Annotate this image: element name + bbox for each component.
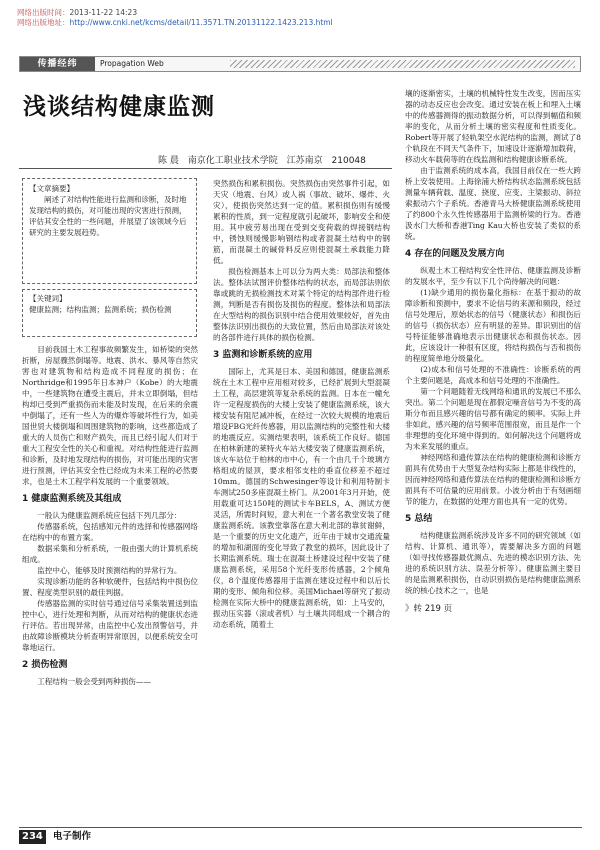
author-location: 江苏南京 <box>286 156 323 166</box>
article-title: 浅谈结构健康监测 <box>23 94 215 120</box>
keywords-text: 健康监测；结构监测；监测系统；损伤检测 <box>29 305 172 314</box>
section-title: 传播经纬 <box>20 57 95 71</box>
author-name: 陈 晨 <box>158 156 179 166</box>
paragraph: 工程结构一般会受到两种损伤—— <box>37 677 152 686</box>
page-number: 234 <box>19 830 46 844</box>
author-line <box>158 153 372 166</box>
paragraph: (2)成本和信号处理的不准确性：诊断系统的两个主要问题是，高成本和信号处理的不准确性。 <box>405 365 581 385</box>
author-postcode: 210048 <box>331 156 366 166</box>
paragraph: 目前我国土木工程事故频繁发生，如桥梁的突然折断，房屋骤然倒塌等。地震、洪水、暴风等自然灾害也对建筑物和结构造成不同程度的损伤；在Northridge和1995年日本神户（Kobe）的大地震中，一些建筑物在遭受主震后，并未立即倒塌，但结构却已受到严重损伤而未能及时发现，在后来的余震中倒塌了，还有一些人为的爆炸等破坏性行为，如美国世贸大楼倒塌和周围建筑物的影响，这些都造成了重大的人员伤亡和财产损失，而且已经引起人们对于重大工程安全性的关心和重视。对结构性能进行监测和诊断，及时地发现结构的损伤，对可能出现的灾害进行预测，评估其安全性已经成为未来工程的必然要求，也是土木工程学科发展的一个重要领域。 <box>22 345 198 486</box>
abstract-text: 阐述了对结构性能进行监测和诊断，及时地发现结构的损伤，对可能出现的灾害进行预测，评估其安全性的一些问题，并展望了该领域今后研究的主要发展趋势。 <box>29 195 187 237</box>
magazine-name: 电子制作 <box>53 831 92 842</box>
paragraph: 数据采集和分析系统，一般由强大的计算机系统组成。 <box>22 544 198 564</box>
pub-date: 2013-11-22 14:23 <box>69 8 138 17</box>
paragraph: 由于监测系统的成本高，我国目前仅在一些大跨桥上安装使用。上海徐浦大桥结构状态监测系统包括测量车辆荷载、温度、挠度、应变、主梁振动、斜拉索振动六个子系统。香港青马大桥健康监测系统使用了约800个永久性传感器用于监测桥梁的行为。香港汲水门大桥和香港Ting Kau大桥也安装了类似的系统。 <box>405 166 581 241</box>
section-heading: 3 监测和诊断系统的应用 <box>213 350 313 360</box>
footer-divider <box>19 827 582 828</box>
section-heading: 1 健康监测系统及其组成 <box>22 494 122 504</box>
paragraph: 神经网络和遗传算法在结构的健康检测和诊断方面具有优势由于大型复杂结构实际上都是非线性的，因而神经网络和遗传算法在结构的健康检测和诊断方面具有不可估量的应用前景。小波分析由于有刻画细节的能力，在数据的处理方面也具有一定的优势。 <box>405 453 581 506</box>
abstract-box <box>22 178 197 284</box>
paragraph: 损伤检测基本上可以分为两大类：局部法和整体法。整体法试图评价整体结构的状态，而局部法则依靠或跳的无损检测技术对某个特定的结构部件进行检测，判断是否有损伤及损伤的程度。整体法和局部法在大型结构的损伤识别中结合使用效果较好，首先由整体法识别出损伤的大致位置，然后由局部法对该处的各部件进行具体的损伤检测。 <box>213 267 390 342</box>
author-affiliation: 南京化工职业技术学院 <box>187 156 278 166</box>
keywords-label: 【关键词】 <box>29 294 67 303</box>
paragraph: 第一个问题随着无线网络和通讯的发展已不那么突出。第二个问题是现在都假定噪音信号为不变的高斯分布而且感兴趣的信号都有确定的频率。实际上并非如此，感兴趣的信号频率范围很宽，而且是作一个非理想的变化环境中得到的。如何解决这个问题将成为未来发展的重点。 <box>405 387 581 451</box>
paragraph: 突然损伤和累积损伤。突然损伤由突然事件引起，如天灾（地震、台风）或人祸（事故、破坏、爆炸、火灾），使损伤突然达到一定的值。累积损伤则有缓慢累积的性质，到一定程度就引起破坏，影响安全和使用。其中疲劳易出现在受到交变荷载的焊接钢结构中，锈蚀则缓慢影响钢结构或者混凝土结构中的钢筋，而混凝土的碱骨料反应则使混凝土承载能力降低。 <box>213 179 390 265</box>
abstract-label: 【文章摘要】 <box>29 184 74 193</box>
paragraph: 一般认为健康监测系统应包括下列几部分： <box>37 511 182 520</box>
paragraph: 传感器监测的实时信号通过信号采集装置送到监控中心，进行处理和判断，从而对结构的健康状态进行评估。若出现异常，由监控中心发出预警信号，并由故障诊断模块分析查明异常原因，以便系统安全可靠地运行。 <box>22 599 198 652</box>
section-title-en: Propagation Web <box>100 59 164 68</box>
pub-url-link[interactable]: http://www.cnki.net/kcms/detail/11.3571.TN.20131122.1423.213.html <box>69 18 333 27</box>
keywords-box <box>22 289 197 337</box>
paragraph: 国际上，尤其是日本、美国和德国，健康监测系统在土木工程中应用相对较多，已经扩展到大型混凝土工程，高层建筑等复杂系统的监测。日本在一幢允许一定程度损伤的大楼上安装了健康监测系统，该大楼安装有阻尼减冲板，在经过一次较大规模的地震后增设FBG光纤传感器，用以监测结构的完整性和大楼的地震反应。实测结果表明，该系统工作良好。德国在柏林新建的莱特火车站大楼安装了健康监测系统，该火车站位于柏林的市中心，有一个由几千个玻璃方格组成的屋顶，要求相邻支柱的垂直位移差不超过10mm。德国的Schwesinger等设计和利用特制卡车测试250多座混凝土桥门。从2001年3月开始，使用载重可达150吨的测试卡车BELS，A、测试方便灵活，所需时间短，意大利在一个著名教堂安装了健康监测系统。该教堂靠落在意大利北部的靠贫谢鲜，是一个重要的历史文化遗产，近年由于城市交通流量的增加和湖面的变化导致了教堂的损坏，因此设计了长期监测系统。瑞士在混凝土桥建设过程中安装了健康监测系统，采用58个光纤变形传感器，2个倾角仪，8个温度传感器用于监测在建设过程中和以后长期的变形、倾角和位移。美国Michael等研究了振动检测在实际大桥中的健康监测系统，如：上马安的，振动压实器（滚或者机）与土壤共同组成一个耦合的动态系统，随着土 <box>213 367 390 629</box>
banner-stripe-decoration <box>230 60 575 68</box>
paragraph: 壤的逐渐密实，土壤的机械特性发生改变，因而压实器的动态反应也会改变。通过安装在板上和埋入土壤中的传感器测得的振动数据分析，可以得到幅值和频率的变化，从而分析土壤的密实程度和性质变化。Robert等开展了轻轨架空水泥结构的监测，测试了8个轨段在不同天气条件下，加速设计逐渐增加载荷，移动火车载荷等的在线监测和结构健康诊断系统。 <box>405 89 581 164</box>
paragraph: 纵观土木工程结构安全性评估、健康监测及诊断的发展水平，至少有以下几个尚待解决的问题： <box>405 266 581 286</box>
author-divider <box>19 168 392 169</box>
paragraph: 结构健康监测系统涉及许多不同的研究领域（如结构、计算机、通讯等），需要解决多方面的问题（如寻找传感器最优测点、先进的模态识别方法、先进的系统识别方法、误差分析等）。健康监测主要目的是监测累积损伤，自动识别损伤是结构健康监测系统的核心技术之一，也是 <box>405 531 581 595</box>
body-column-2 <box>213 178 390 820</box>
paragraph: 监控中心，能够及时预测结构的异常行为。 <box>37 566 182 575</box>
body-column-3 <box>405 88 581 820</box>
body-column-1 <box>22 344 198 814</box>
pub-date-label: 网络出版时间： <box>17 8 70 17</box>
publication-meta <box>17 8 333 28</box>
section-heading: 5 总结 <box>405 514 433 524</box>
pub-url-label: 网络出版地址： <box>17 18 70 27</box>
paragraph: 传感器系统，包括感知元件的选择和传感器网络在结构中的布置方案。 <box>22 522 198 542</box>
section-heading: 2 损伤检测 <box>22 660 68 670</box>
paragraph: (1)缺少通用的损伤量化指标：在基于振动的故障诊断和预测中，要求不论信号的来源和频段，经过信号处理后，原始状态的信号（健康状态）和损伤后的信号（损伤状态）应有明显的差异。即识别出的信号特征能够准确地表示出健康状态和损伤状态。因此，应该设计一种很有区度，将结构损伤与否和损伤的程度简单地分级量化。 <box>405 288 581 363</box>
section-banner <box>19 56 581 72</box>
page-footer <box>19 830 582 844</box>
continued-on-page-note: 》转 219 页 <box>405 604 453 614</box>
section-heading: 4 存在的问题及发展方向 <box>405 249 505 259</box>
paragraph: 实现诊断功能的各种软硬件，包括结构中损伤位置、程度类型识别的最佳判据。 <box>22 577 198 597</box>
